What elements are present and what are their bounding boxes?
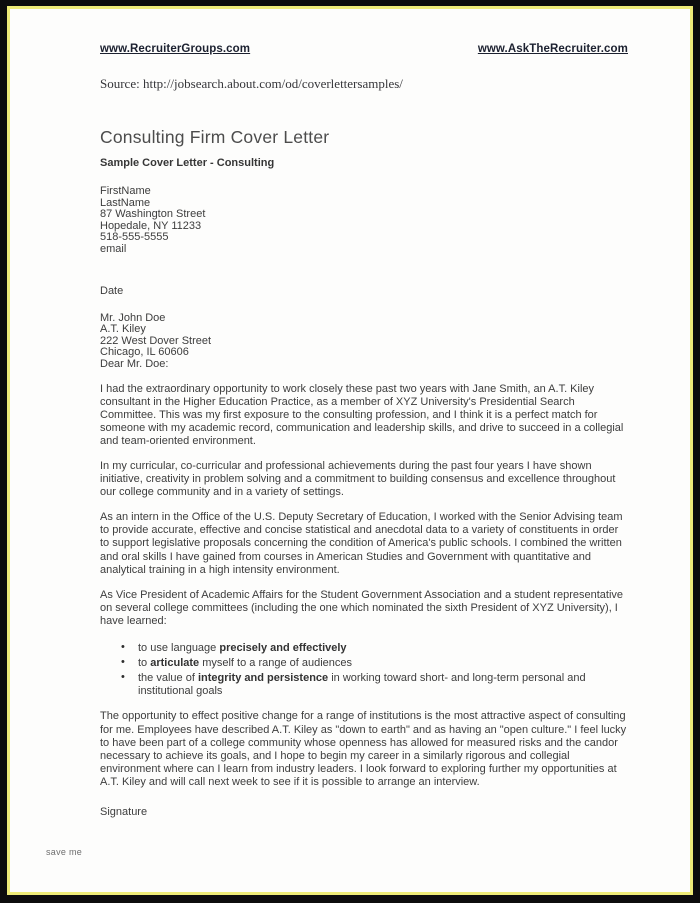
date-placeholder: Date xyxy=(100,284,124,297)
sender-email: email xyxy=(100,242,127,255)
bullet-text: in working toward short- and long-term personal and institutional goals xyxy=(138,672,586,698)
paragraph-3: As an intern in the Office of the U.S. Deputy Secretary of Education, I worked with the Senior Advising team to provide accurate, effective and concise statistical and anecdotal data to a variety of constituents in order to support legislative proposals concerning the condition of America's public schools. I combined the written and oral skills I have gained from courses in American Studies and Government with quantitative and analytical training in a high intensity environment. xyxy=(100,511,623,576)
asktherecruiter-link[interactable]: www.AskTheRecruiter.com xyxy=(477,43,628,55)
recipient-city: Chicago, IL 60606 xyxy=(100,346,189,359)
page-title: Consulting Firm Cover Letter xyxy=(100,127,330,147)
recipient-name: Mr. John Doe xyxy=(100,311,166,324)
bullet-text-bold: articulate xyxy=(150,657,200,670)
bullet-icon: • xyxy=(121,671,125,684)
paragraph-5: The opportunity to effect positive change for a range of institutions is the most attractive aspect of consulting for me. Employees have described A.T. Kiley as "down to earth" and as having an "open culture." I feel lucky to have been part of a college community whose openness has allowed for measured risks and the candor necessary to achieve its goals, and I hope to begin my career in a similarly rigorous and collegial environment where can I learn from industry leaders. I look forward to exploring further my opportunities at A.T. Kiley and will call next week to see if it is possible to arrange an interview. xyxy=(100,710,627,788)
header-bar xyxy=(100,43,650,55)
bullet-text: to use language xyxy=(138,642,220,655)
bullet-item xyxy=(121,641,600,655)
letter-content xyxy=(10,9,690,818)
recipient-company: A.T. Kiley xyxy=(100,323,146,336)
bullet-icon: • xyxy=(121,656,125,669)
sender-first-name: FirstName xyxy=(100,185,151,197)
bullet-text: myself to a range of audiences xyxy=(199,657,353,670)
save-me-watermark: save me xyxy=(46,847,83,857)
signature-placeholder: Signature xyxy=(100,805,148,818)
sender-city: Hopedale, NY 11233 xyxy=(100,219,202,232)
page-inner-frame xyxy=(7,6,693,895)
recipient-street: 222 West Dover Street xyxy=(100,334,212,347)
bullet-text-bold: integrity and persistence xyxy=(197,672,329,685)
paragraph-4: As Vice President of Academic Affairs for the Student Government Association and a student representative on several college committees (including the one which nominated the sixth President of XYZ University), I have learned: xyxy=(100,588,624,627)
sender-phone: 518-555-5555 xyxy=(100,231,169,244)
page-subtitle: Sample Cover Letter - Consulting xyxy=(100,157,275,169)
bullet-text-bold: precisely and effectively xyxy=(219,642,347,655)
recruitergroups-link[interactable]: www.RecruiterGroups.com xyxy=(100,43,251,55)
sender-last-name: LastName xyxy=(100,196,151,209)
recipient-address-block xyxy=(100,313,650,371)
skills-bullet-list xyxy=(100,642,600,698)
paragraph-1: I had the extraordinary opportunity to work closely these past two years with Jane Smith, an A.T. Kiley consultant in the Higher Education Practice, as a member of XYZ University's Presidential Search Committee. This was my first exposure to the consulting profession, and I think it is a perfect match for someone with my academic record, communication and leadership skills, and drive to succeed in a collegial and team-oriented environment. xyxy=(100,382,624,447)
bullet-text: to xyxy=(138,657,151,670)
paragraph-2: In my curricular, co-curricular and professional achievements during the past four years I have shown initiative, creativity in problem solving and a commitment to building consensus and excellence throughout our college community and in a variety of settings. xyxy=(100,460,616,499)
sender-street: 87 Washington Street xyxy=(100,208,206,221)
salutation: Dear Mr. Doe: xyxy=(100,357,169,370)
sender-address-block xyxy=(100,186,650,256)
source-line: Source: http://jobsearch.about.com/od/coverlettersamples/ xyxy=(100,76,403,91)
bullet-item xyxy=(121,671,600,698)
bullet-item xyxy=(121,656,600,670)
bullet-text: the value of xyxy=(138,672,198,685)
bullet-icon: • xyxy=(121,641,125,654)
